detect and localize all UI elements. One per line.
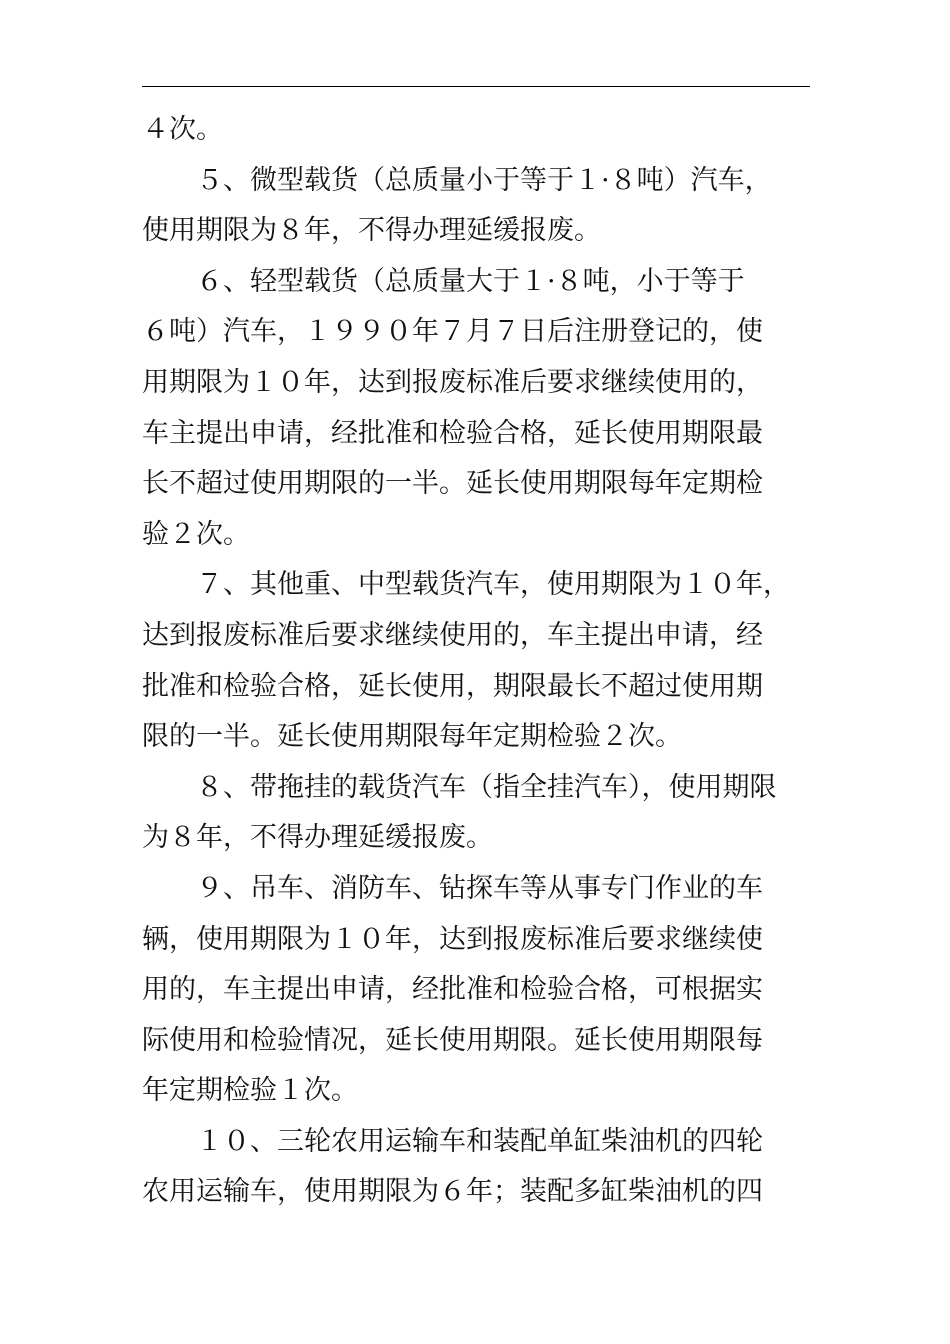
text-line: 为８年，不得办理延缓报废。 bbox=[142, 822, 493, 854]
paragraph-9 bbox=[142, 864, 810, 1117]
text-line: 限的一半。延长使用期限每年定期检验２次。 bbox=[142, 721, 682, 753]
text-line: 批准和检验合格，延长使用，期限最长不超过使用期 bbox=[142, 670, 763, 702]
text-line: １０、三轮农用运输车和装配单缸柴油机的四轮 bbox=[196, 1125, 763, 1157]
document-body bbox=[142, 105, 810, 1218]
paragraph-8 bbox=[142, 763, 810, 864]
text-line: ６吨）汽车，１９９０年７月７日后注册登记的，使 bbox=[142, 316, 763, 348]
header-rule bbox=[142, 86, 810, 87]
text-line: 达到报废标准后要求继续使用的，车主提出申请，经 bbox=[142, 619, 763, 651]
text-line: 使用期限为８年，不得办理延缓报废。 bbox=[142, 215, 601, 247]
paragraph-6 bbox=[142, 257, 810, 561]
text-line: ４次。 bbox=[142, 114, 223, 145]
text-line: 用期限为１０年，达到报废标准后要求继续使用的， bbox=[142, 366, 763, 398]
text-line: 农用运输车，使用期限为６年；装配多缸柴油机的四 bbox=[142, 1176, 763, 1208]
paragraph-5 bbox=[142, 156, 810, 257]
text-line: ８、带拖挂的载货汽车（指全挂汽车），使用期限 bbox=[196, 771, 777, 803]
text-line: ９、吊车、消防车、钻探车等从事专门作业的车 bbox=[196, 872, 763, 904]
paragraph-7 bbox=[142, 560, 810, 762]
paragraph-4-tail bbox=[142, 105, 810, 156]
text-line: 车主提出申请，经批准和检验合格，延长使用期限最 bbox=[142, 417, 763, 449]
text-line: ７、其他重、中型载货汽车，使用期限为１０年， bbox=[196, 569, 790, 601]
text-line: 用的，车主提出申请，经批准和检验合格，可根据实 bbox=[142, 974, 763, 1006]
text-line: 长不超过使用期限的一半。延长使用期限每年定期检 bbox=[142, 468, 763, 500]
paragraph-10 bbox=[142, 1117, 810, 1218]
text-line: 辆，使用期限为１０年，达到报废标准后要求继续使 bbox=[142, 923, 763, 955]
text-line: ６、轻型载货（总质量大于１·８吨，小于等于 bbox=[196, 265, 745, 297]
text-line: 验２次。 bbox=[142, 518, 250, 550]
text-line: 际使用和检验情况，延长使用期限。延长使用期限每 bbox=[142, 1024, 763, 1056]
text-line: 年定期检验１次。 bbox=[142, 1075, 358, 1107]
text-line: ５、微型载货（总质量小于等于１·８吨）汽车， bbox=[196, 164, 772, 196]
